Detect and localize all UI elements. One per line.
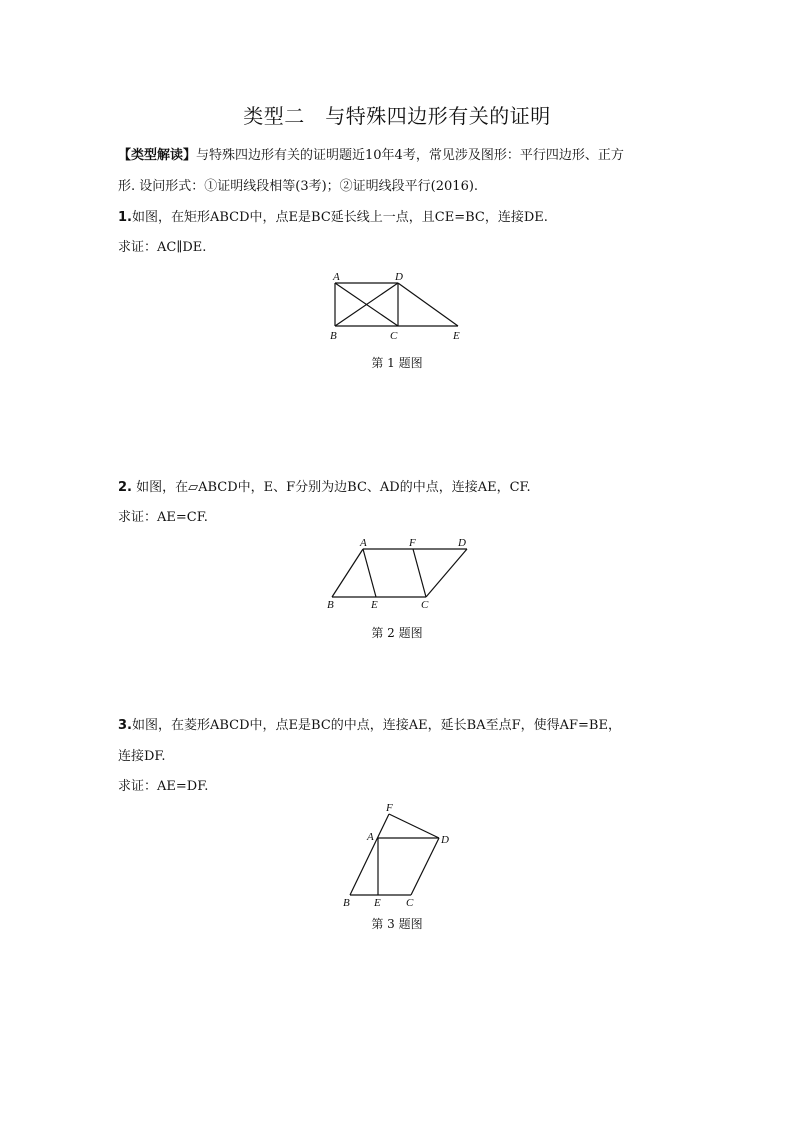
fig2-label-d: D	[458, 537, 466, 549]
fig2-label-c: C	[421, 599, 429, 611]
fig3-label-d: D	[441, 834, 449, 846]
problem-3-number: 3.	[118, 718, 132, 733]
problem-1-statement	[118, 208, 548, 228]
problem-3-text: 如图，在菱形ABCD中，点E是BC的中点，连接AE，延长BA至点F，使得AF=BE，	[131, 718, 621, 733]
figure-1-caption: 第 1 题图	[371, 356, 423, 370]
figure-2-caption: 第 2 题图	[371, 626, 423, 640]
fig1-label-e: E	[453, 330, 460, 342]
fig3-label-c: C	[406, 897, 414, 909]
fig1-label-d: D	[395, 271, 403, 283]
figure-3	[330, 800, 470, 910]
figure-2	[320, 535, 490, 615]
problem-2-number: 2.	[118, 480, 132, 495]
fig1-label-a: A	[333, 271, 340, 283]
page-title: 类型二 与特殊四边形有关的证明	[243, 104, 551, 128]
intro-line-2: 形. 设问形式：①证明线段相等(3考)；②证明线段平行(2016).	[118, 179, 479, 194]
problem-2-statement	[118, 478, 531, 498]
fig2-label-a: A	[360, 537, 367, 549]
problem-1-prove: 求证：AC∥DE.	[118, 240, 207, 255]
fig1-label-b: B	[330, 330, 337, 342]
problem-2-text: 如图，在▱ABCD中，E、F分别为边BC、AD的中点，连接AE，CF.	[131, 480, 531, 495]
intro-text-1: 与特殊四边形有关的证明题近10年4考，常见涉及图形：平行四边形、正方	[196, 148, 624, 163]
fig2-label-f: F	[409, 537, 416, 549]
fig2-label-e: E	[371, 599, 378, 611]
fig3-label-a: A	[367, 831, 374, 843]
problem-1-text: 如图，在矩形ABCD中，点E是BC延长线上一点，且CE=BC，连接DE.	[131, 210, 548, 225]
fig3-label-b: B	[343, 897, 350, 909]
problem-2-prove: 求证：AE=CF.	[118, 510, 208, 525]
fig3-label-e: E	[374, 897, 381, 909]
intro-line-1	[118, 146, 624, 166]
fig3-label-f: F	[386, 802, 393, 814]
fig1-label-c: C	[390, 330, 398, 342]
problem-3-statement-2: 连接DF.	[118, 749, 166, 764]
problem-3-statement	[118, 716, 621, 736]
intro-label: 【类型解读】	[118, 148, 197, 163]
fig2-label-b: B	[327, 599, 334, 611]
figure-1	[320, 265, 480, 345]
figure-3-caption: 第 3 题图	[371, 917, 423, 931]
problem-3-prove: 求证：AE=DF.	[118, 779, 209, 794]
problem-1-number: 1.	[118, 210, 132, 225]
